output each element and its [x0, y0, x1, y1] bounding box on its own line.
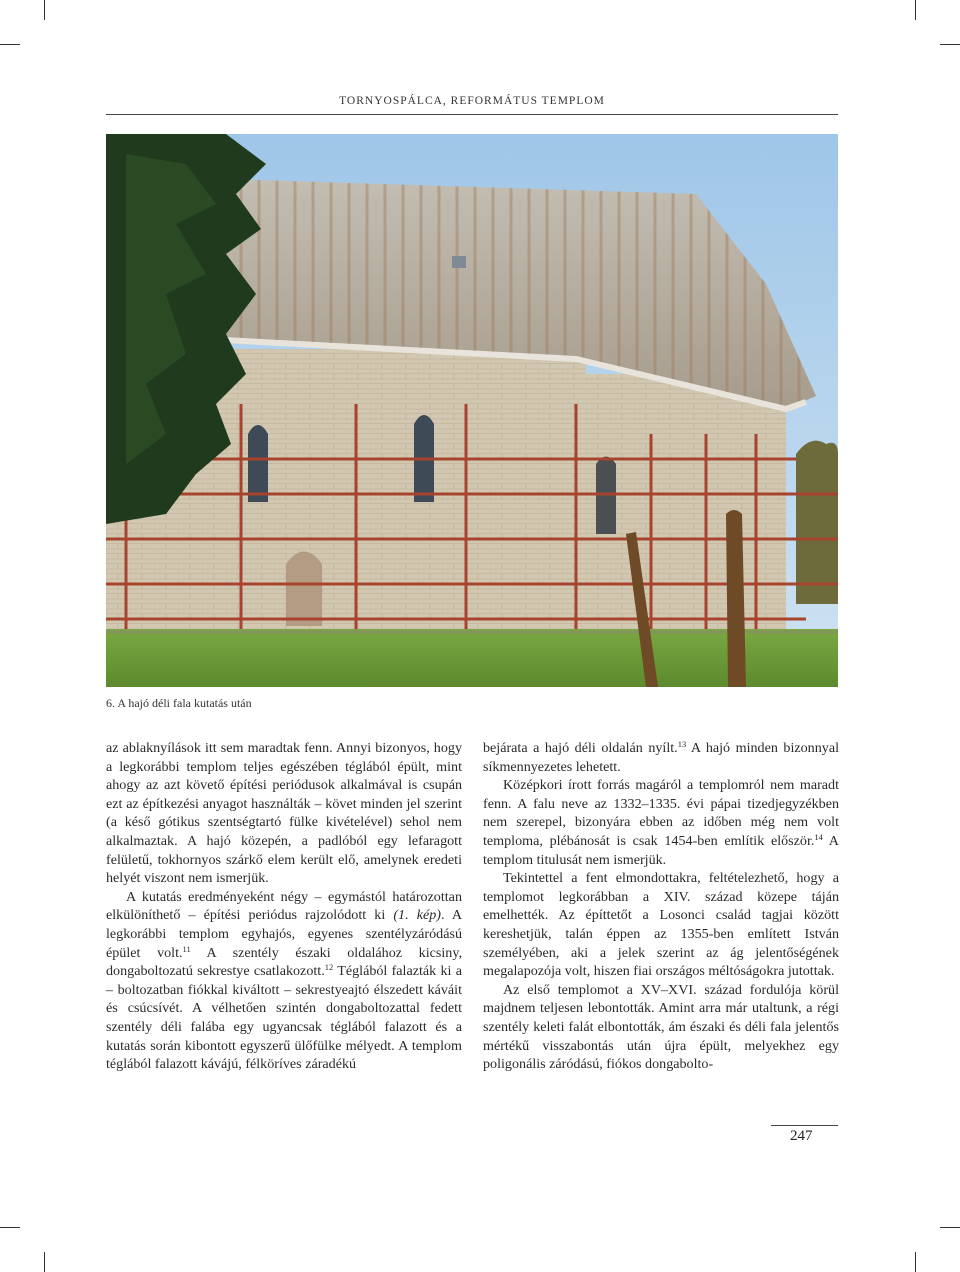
page-number-rule	[771, 1125, 838, 1126]
footnote-ref: 11	[182, 943, 191, 954]
body-paragraph	[483, 776, 839, 869]
crop-mark-right-top	[940, 44, 960, 45]
text-run: A templom titulusát nem ismerjük.	[483, 832, 839, 868]
figure-reference: (1. kép)	[393, 907, 441, 924]
crop-mark-right-bottom	[940, 1227, 960, 1228]
header-rule	[106, 114, 838, 115]
text-run: Az első templomot a XV–XVI. század fordulója körül majdnem teljesen lebontották. Amint arra már utaltunk, a régi szentély keleti falát elbontották, ám északi és déli fala jelentős mértékű visszabontás után újra épült, melyekhez egy poligonális záródású, fiókos dongabolto-	[483, 981, 839, 1073]
footnote-ref: 13	[677, 739, 687, 749]
body-paragraph	[106, 888, 462, 1074]
footnote-ref: 14	[814, 831, 823, 842]
text-column-right	[483, 739, 839, 1074]
text-run: az ablaknyílások itt sem maradtak fenn. Annyi bizonyos, hogy a legkorábbi templom teljes egészében téglából épült, mint ahogy az azt követő építési periódusok alkalmával is csupán ezt az építkezési anyagot használták – követ minden jel szerint (a késő gótikus szentségtartó fülke kivételével) sehol nem alkalmaztak. A hajó közepén, a padlóból egy lefaragott felületű, tokhornyos szárkő elem került elő, amelynek eredeti helyét viszont nem ismerjük.	[106, 740, 462, 887]
text-run: A szentély északi oldalához kicsiny, dongaboltozatú sekrestye csatlakozott.	[106, 944, 462, 980]
text-column-left	[106, 739, 462, 1074]
crop-mark-bottom-left	[44, 1252, 45, 1272]
text-run: A hajó minden bizonnyal síkmennyezetes lehetett.	[483, 740, 839, 775]
body-paragraph	[106, 739, 462, 888]
crop-mark-bottom-right	[915, 1252, 916, 1272]
crop-mark-left-bottom	[0, 1227, 20, 1228]
text-run: A kutatás eredményeként négy – egymástól határozottan elkülöníthető – építési periódus rajzolódott ki	[106, 888, 462, 924]
church-photo	[106, 134, 838, 687]
running-header: TORNYOSPÁLCA, REFORMÁTUS TEMPLOM	[339, 95, 605, 107]
text-run: . A legkorábbi templom egyhajós, egyenes szentélyzáródású épület volt.	[106, 907, 463, 961]
crop-mark-top-left	[44, 0, 45, 20]
text-run: Középkori írott forrás magáról a templomról nem maradt fenn. A falu neve az 1332–1335. évi pápai tizedjegyzékben nem szerepel, bizonyára ebben az időben még nem volt temploma, plébánosát is csak 1454-ben említik először.	[483, 777, 839, 849]
body-paragraph	[483, 869, 839, 981]
crop-mark-top-right	[915, 0, 916, 20]
footnote-ref: 12	[324, 962, 334, 973]
text-run: Tekintettel a fent elmondottakra, feltételezhető, hogy a templomot legkorábban a XIV. század közepe táján emelhették. Az építtetőt a Losonci család tagjai között kereshetjük, talán éppen az 1355-ben említett István személyében, aki a jelek szerint az ág jelentőségének megalapozója volt, hiszen fiai országos méltóságokra jutottak.	[483, 870, 839, 980]
text-run: bejárata a hajó déli oldalán nyílt.	[483, 740, 678, 756]
page-number: 247	[790, 1128, 813, 1144]
figure-caption: 6. A hajó déli fala kutatás után	[106, 696, 252, 710]
crop-mark-left-top	[0, 44, 20, 45]
body-paragraph	[483, 739, 839, 776]
body-paragraph	[483, 981, 839, 1074]
text-run: Téglából falazták ki a – boltozatban fiókkal kiváltott – sekrestyeajtó élszedett káváit és csúcsívét. A vélhetően szintén dongaboltozattal fedett szentély déli falába egy ugyancsak téglából falazott és a kutatás során kibontott egyszerű ülőfülke mélyedt. A templom téglából falazott kávájú, félköríves záradékú	[106, 963, 462, 1073]
